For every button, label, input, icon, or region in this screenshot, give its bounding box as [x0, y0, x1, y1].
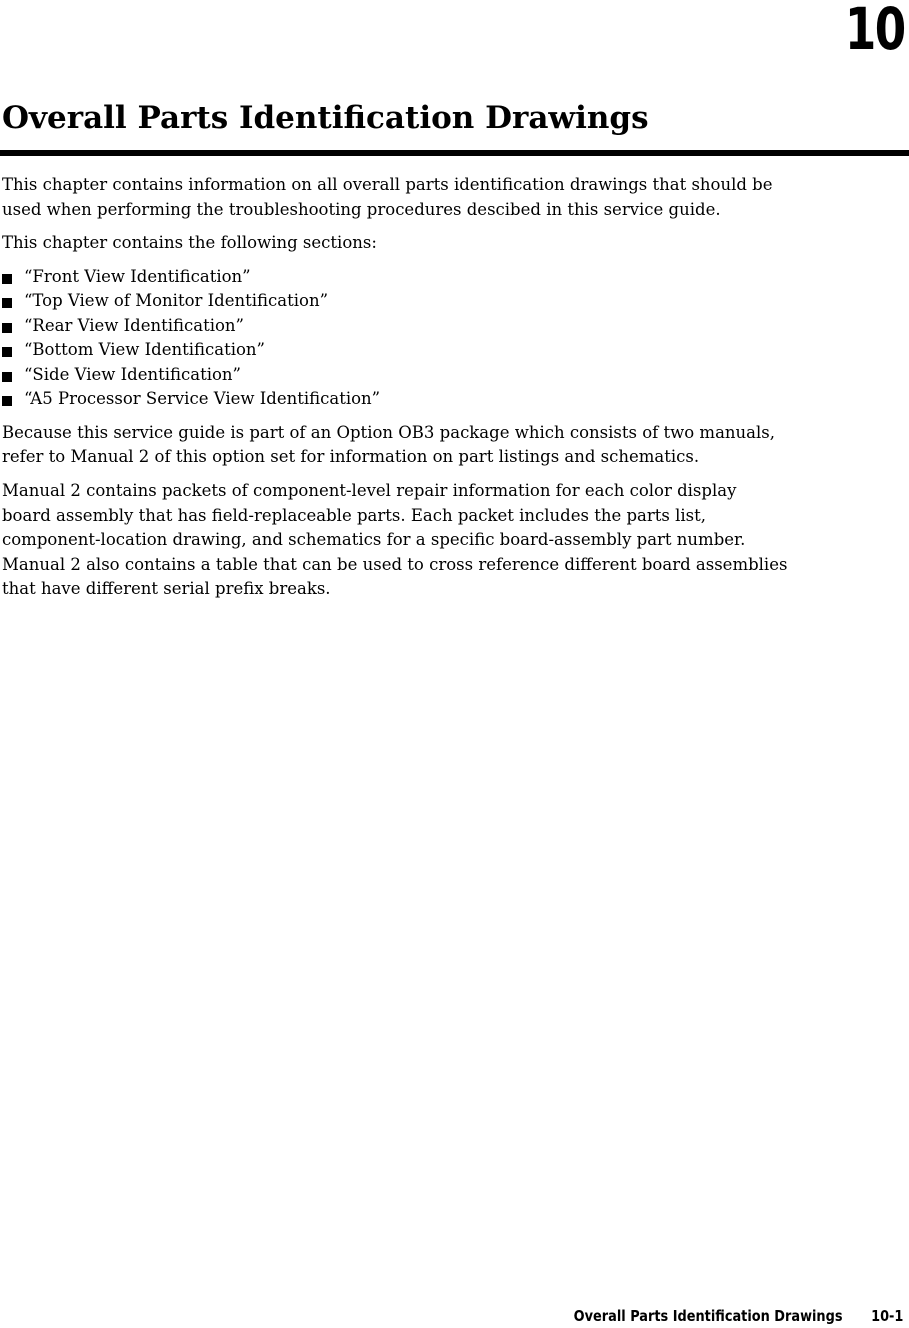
- section-link-text: “Side View Identification”: [24, 364, 241, 384]
- sections-intro: This chapter contains the following sections:: [2, 233, 377, 253]
- section-link-text: “A5 Processor Service View Identification”: [24, 389, 381, 409]
- section-list-item: [2, 289, 897, 314]
- section-link-text: “Front View Identification”: [24, 266, 251, 286]
- manual2-line: that have different serial prefix breaks.: [2, 579, 331, 599]
- section-list-item: [2, 265, 897, 290]
- bullet-square-icon: [2, 396, 12, 406]
- manual2-line: component-location drawing, and schematics for a specific board-assembly part number.: [2, 530, 746, 550]
- manual2-paragraph: [2, 479, 897, 602]
- bullet-square-icon: [2, 298, 12, 308]
- section-link-text: “Rear View Identification”: [24, 315, 244, 335]
- intro-line: This chapter contains information on all overall parts identification drawings that should be: [2, 175, 773, 194]
- page-footer: [573, 1306, 903, 1326]
- bullet-square-icon: [2, 323, 12, 333]
- section-list-item: [2, 338, 897, 363]
- bullet-square-icon: [2, 274, 12, 284]
- manual2-line: Manual 2 contains packets of component-level repair information for each color display: [2, 480, 737, 500]
- section-list: [2, 265, 897, 412]
- manual2-line: Manual 2 also contains a table that can be used to cross reference different board assemblies: [2, 554, 788, 574]
- section-list-item: [2, 387, 897, 412]
- bullet-square-icon: [2, 347, 12, 357]
- section-list-item: [2, 363, 897, 388]
- chapter-title: Overall Parts Identification Drawings: [2, 100, 649, 136]
- option-note-paragraph: [2, 421, 897, 470]
- title-rule: [0, 150, 909, 156]
- section-list-item: [2, 314, 897, 339]
- section-link-text: “Bottom View Identification”: [24, 340, 265, 360]
- option-note-line: refer to Manual 2 of this option set for information on part listings and schematics.: [2, 447, 700, 467]
- footer-page-number: 10-1: [870, 1307, 903, 1325]
- option-note-line: Because this service guide is part of an Option OB3 package which consists of two manuals,: [2, 422, 775, 442]
- manual2-line: board assembly that has field-replaceable parts. Each packet includes the parts list,: [2, 505, 706, 525]
- chapter-body: [2, 173, 897, 611]
- section-link-text: “Top View of Monitor Identification”: [24, 291, 329, 311]
- intro-line: used when performing the troubleshooting procedures descibed in this service guide.: [2, 199, 721, 219]
- footer-running-title: Overall Parts Identification Drawings: [573, 1307, 843, 1325]
- chapter-number: 10: [845, 0, 905, 63]
- bullet-square-icon: [2, 372, 12, 382]
- intro-paragraph: [2, 173, 897, 222]
